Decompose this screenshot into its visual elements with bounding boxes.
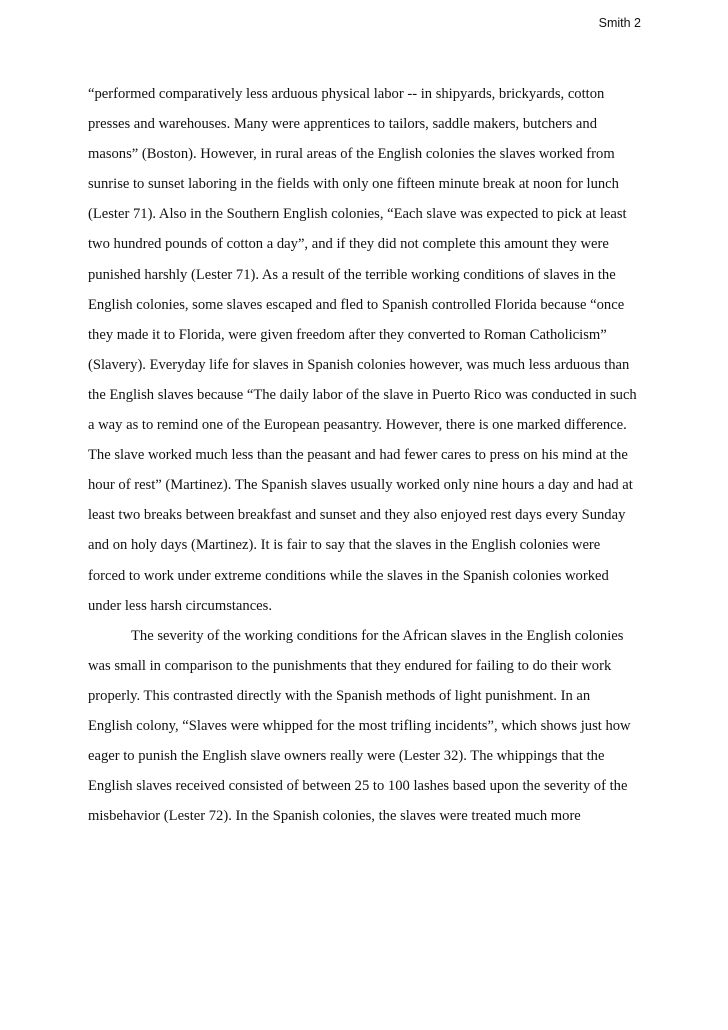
text-line: they made it to Florida, were given freedom after they converted to Roman Catholicism”: [88, 326, 607, 343]
text-line: misbehavior (Lester 72). In the Spanish colonies, the slaves were treated much more: [88, 808, 581, 825]
text-line: hour of rest” (Martinez). The Spanish slaves usually worked only nine hours a day and had at: [88, 477, 633, 494]
text-line: English slaves received consisted of between 25 to 100 lashes based upon the severity of the: [88, 778, 628, 795]
text-line: (Lester 71). Also in the Southern English colonies, “Each slave was expected to pick at least: [88, 206, 627, 223]
text-line: sunrise to sunset laboring in the fields with only one fifteen minute break at noon for lunch: [88, 176, 619, 193]
text-line: two hundred pounds of cotton a day”, and if they did not complete this amount they were: [88, 236, 609, 253]
paragraph-1: [88, 87, 643, 629]
text-line: English colonies, some slaves escaped and fled to Spanish controlled Florida because “once: [88, 296, 625, 313]
text-line: “performed comparatively less arduous physical labor -- in shipyards, brickyards, cotton: [88, 86, 605, 102]
text-line: The slave worked much less than the peasant and had fewer cares to press on his mind at the: [88, 447, 628, 464]
text-line: (Slavery). Everyday life for slaves in Spanish colonies however, was much less arduous than: [88, 356, 630, 373]
paragraph-2: [88, 629, 643, 840]
text-line: eager to punish the English slave owners really were (Lester 32). The whippings that the: [88, 748, 605, 765]
text-line: presses and warehouses. Many were apprentices to tailors, saddle makers, butchers and: [88, 116, 597, 133]
text-line: the English slaves because “The daily labor of the slave in Puerto Rico was conducted in such: [88, 386, 637, 403]
text-line: properly. This contrasted directly with the Spanish methods of light punishment. In an: [88, 687, 591, 704]
text-line: masons” (Boston). However, in rural areas of the English colonies the slaves worked from: [88, 146, 615, 163]
text-line: forced to work under extreme conditions while the slaves in the Spanish colonies worked: [88, 567, 609, 584]
essay-body: [88, 87, 643, 839]
text-line: was small in comparison to the punishments that they endured for failing to do their work: [88, 657, 612, 674]
text-line: least two breaks between breakfast and sunset and they also enjoyed rest days every Sunday: [88, 507, 626, 524]
text-line: and on holy days (Martinez). It is fair to say that the slaves in the English colonies were: [88, 537, 601, 554]
text-line: a way as to remind one of the European peasantry. However, there is one marked difference.: [88, 417, 627, 434]
text-line: punished harshly (Lester 71). As a result of the terrible working conditions of slaves in the: [88, 266, 616, 283]
text-line: under less harsh circumstances.: [88, 597, 272, 614]
running-head: Smith 2: [598, 16, 641, 30]
text-line-indented: The severity of the working conditions for the African slaves in the English colonies: [131, 627, 624, 644]
text-line: English colony, “Slaves were whipped for the most trifling incidents”, which shows just how: [88, 717, 631, 734]
